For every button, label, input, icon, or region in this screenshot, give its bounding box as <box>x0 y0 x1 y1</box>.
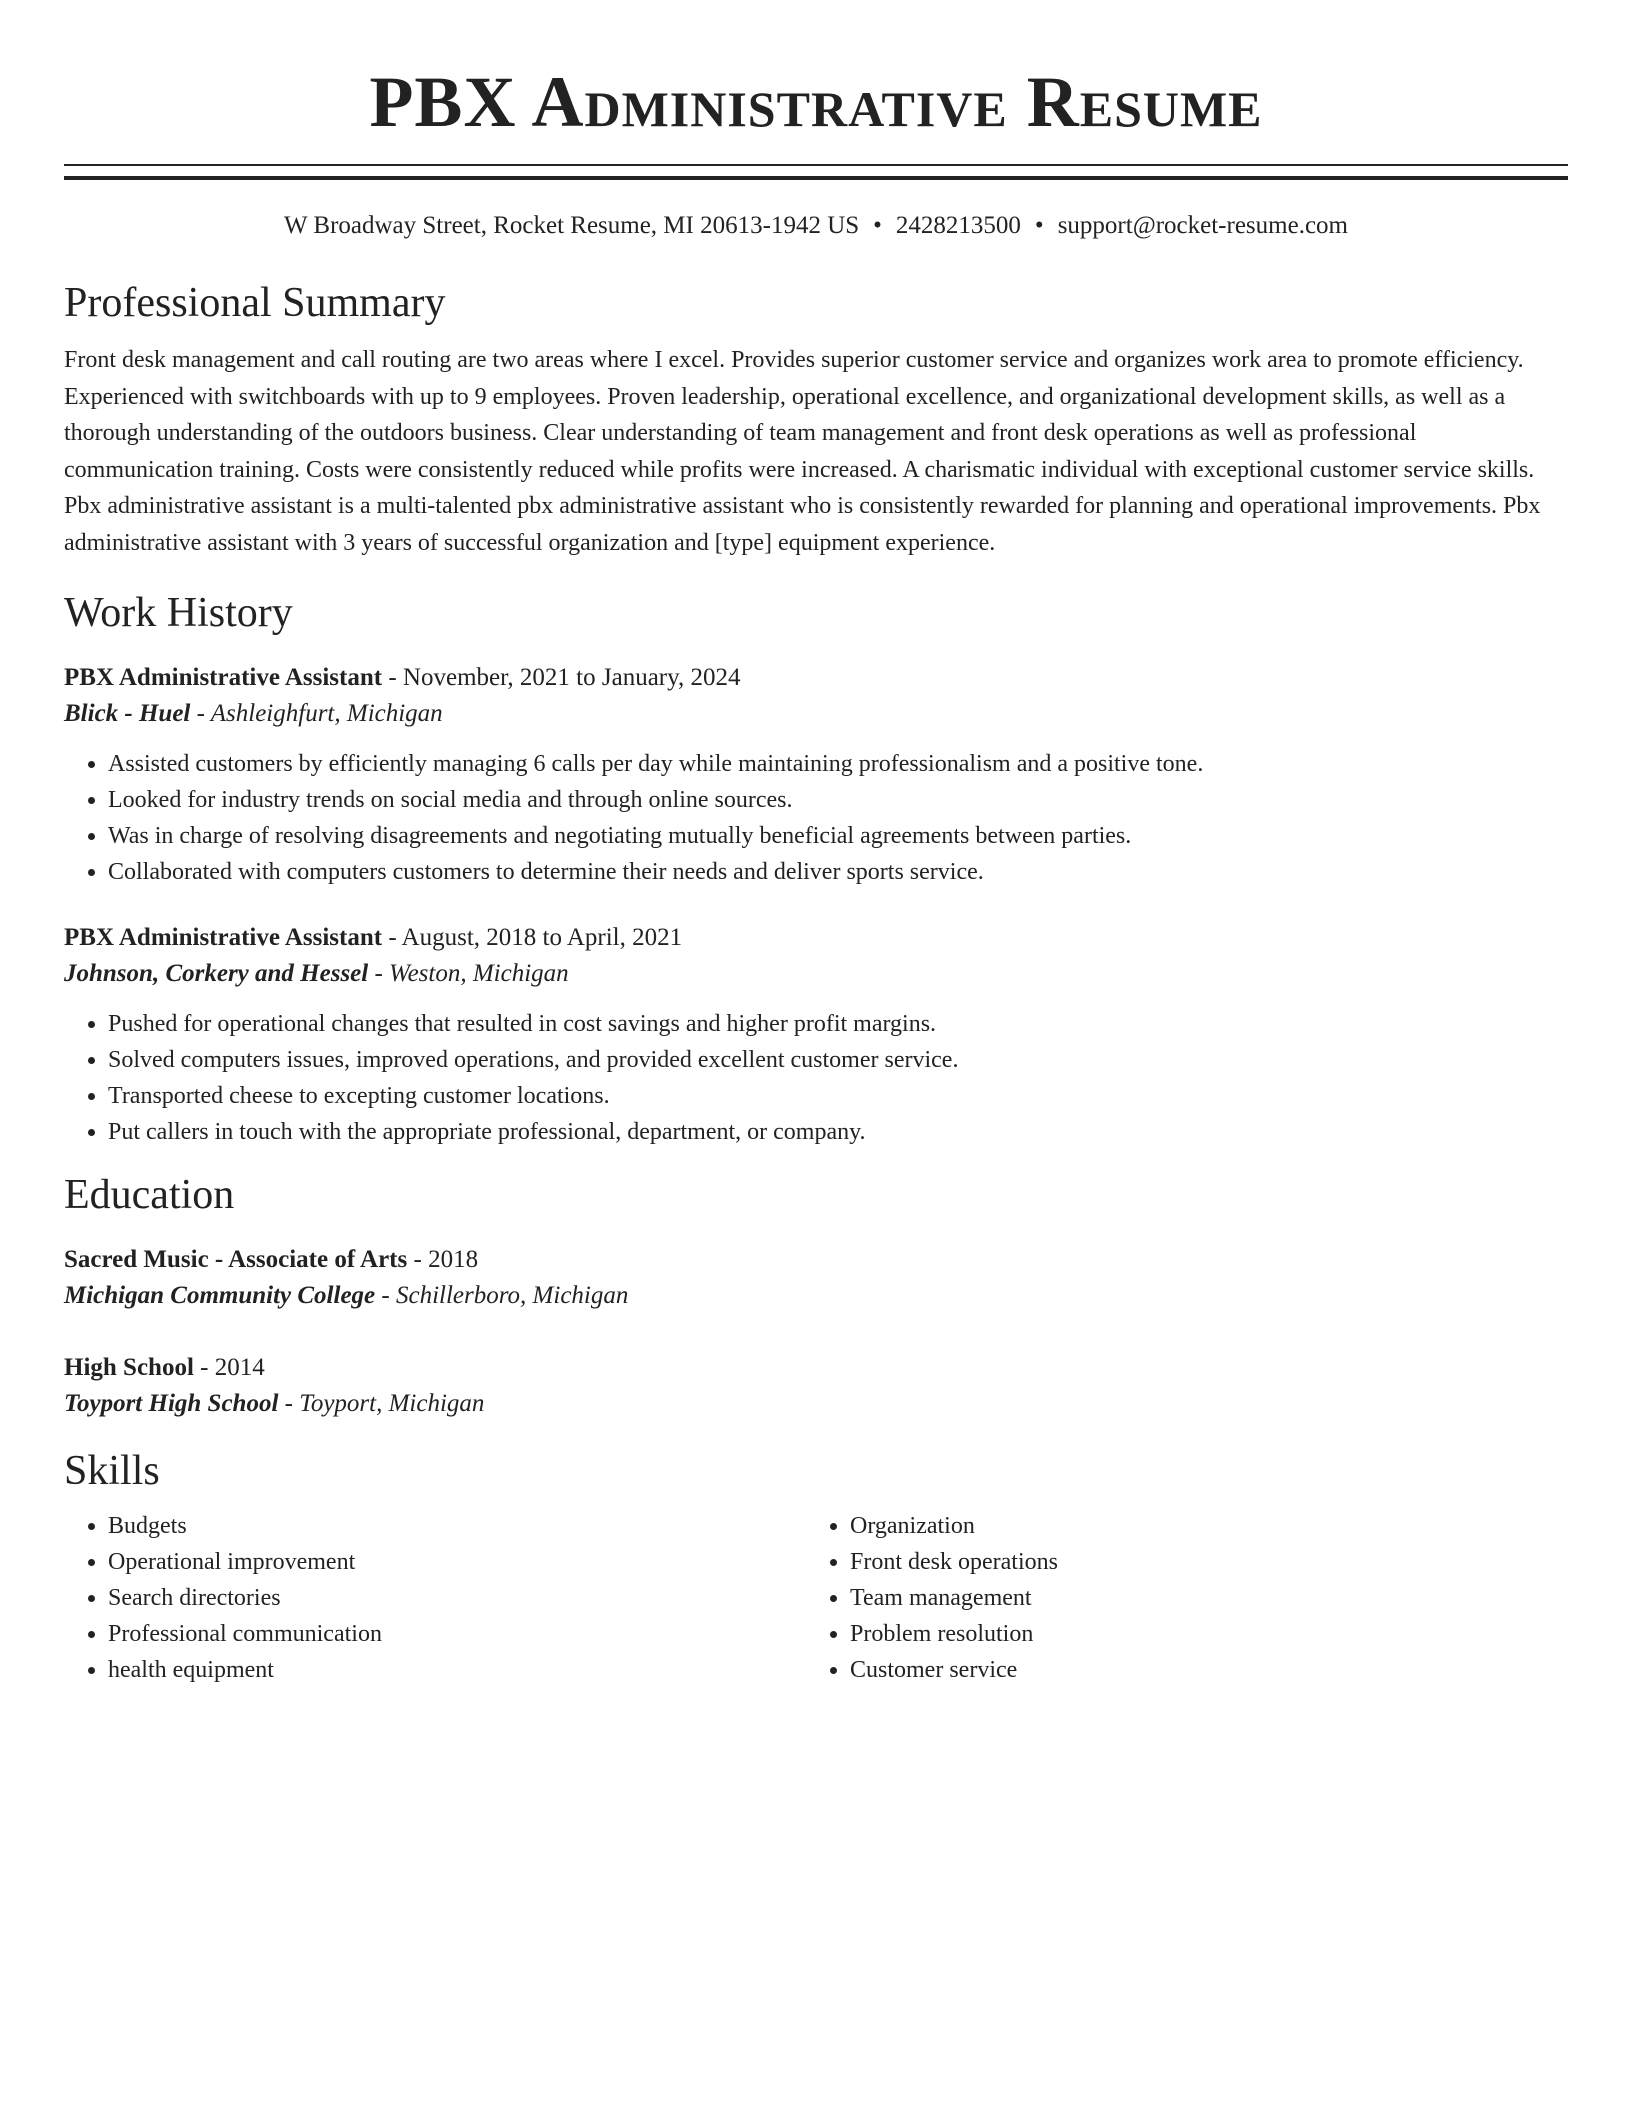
job-company: Blick - Huel <box>64 699 191 727</box>
job-dates: - November, 2021 to January, 2024 <box>382 663 741 691</box>
contact-phone: 2428213500 <box>895 212 1021 239</box>
resume-title: PBX Administrative Resume <box>369 62 1263 142</box>
education-heading: Education <box>64 1171 235 1218</box>
education-degree: Sacred Music - Associate of Arts <box>64 1245 408 1273</box>
education-school: Toyport High School <box>64 1389 279 1417</box>
skills-grid <box>64 1508 1568 1688</box>
job-bullet: • Pushed for operational changes that resulted in cost savings and higher profit margins. <box>108 1006 1568 1042</box>
skills-column-right <box>806 1508 1548 1688</box>
job-dates: - August, 2018 to April, 2021 <box>382 923 683 951</box>
skill-item: • Front desk operations <box>850 1544 1548 1580</box>
education-school-line <box>64 1278 1568 1314</box>
job-company-line <box>64 696 1568 732</box>
education-year: - 2014 <box>193 1353 265 1381</box>
work-history-heading: Work History <box>64 589 293 636</box>
education-degree-line <box>64 1350 1568 1386</box>
skill-item: • health equipment <box>108 1652 806 1688</box>
contact-address: W Broadway Street, Rocket Resume, MI 20613-1942 US <box>284 212 860 239</box>
job-location: - Weston, Michigan <box>368 959 569 987</box>
education-location: - Schillerboro, Michigan <box>375 1281 629 1309</box>
job-bullet: • Solved computers issues, improved operations, and provided excellent customer service. <box>108 1042 1568 1078</box>
job-title-line <box>64 920 1568 956</box>
job-bullet: • Transported cheese to excepting customer locations. <box>108 1078 1568 1114</box>
education-entry <box>64 1242 1568 1314</box>
education-school: Michigan Community College <box>64 1281 376 1309</box>
skill-item: • Team management <box>850 1580 1548 1616</box>
job-title-line <box>64 660 1568 696</box>
education-location: - Toyport, Michigan <box>278 1389 485 1417</box>
education-degree-line <box>64 1242 1568 1278</box>
education-school-line <box>64 1386 1568 1422</box>
job-bullet: • Looked for industry trends on social media and through online sources. <box>108 782 1568 818</box>
job-bullet: • Put callers in touch with the appropriate professional, department, or company. <box>108 1114 1568 1150</box>
job-title: PBX Administrative Assistant <box>64 663 383 691</box>
job-bullets <box>64 746 1568 890</box>
job-bullets <box>64 1006 1568 1150</box>
summary-text: Front desk management and call routing are two areas where I excel. Provides superior customer service and organizes work area to promote efficiency. Experienced with switchboards with up to 9 employees. Proven leadership, operational excellence, and organizational development skills, as well as a thorough understanding of the outdoors business. Clear understanding of team management and front desk operations as well as professional communication training. Costs were consistently reduced while profits were increased. A charismatic individual with exceptional customer service skills. Pbx administrative assistant is a multi-talented pbx administrative assistant who is consistently rewarded for planning and operational improvements. Pbx administrative assistant with 3 years of successful organization and [type] equipment experience. <box>64 347 1541 556</box>
job-entry <box>64 920 1568 1150</box>
job-bullet: • Assisted customers by efficiently managing 6 calls per day while maintaining professionalism and a positive tone. <box>108 746 1568 782</box>
skill-item: • Operational improvement <box>108 1544 806 1580</box>
education-year: - 2018 <box>407 1245 479 1273</box>
skill-item: • Budgets <box>108 1508 806 1544</box>
contact-separator: • <box>1034 212 1044 239</box>
skills-heading: Skills <box>64 1447 160 1494</box>
job-title: PBX Administrative Assistant <box>64 923 383 951</box>
contact-line <box>64 210 1568 242</box>
job-location: - Ashleighfurt, Michigan <box>190 699 443 727</box>
skill-item: • Customer service <box>850 1652 1548 1688</box>
education-entry <box>64 1350 1568 1422</box>
skill-item: • Professional communication <box>108 1616 806 1652</box>
skills-column-left <box>64 1508 806 1688</box>
title-divider <box>64 164 1568 180</box>
job-bullet: • Collaborated with computers customers to determine their needs and deliver sports service. <box>108 854 1568 890</box>
job-company: Johnson, Corkery and Hessel <box>64 959 369 987</box>
skill-item: • Problem resolution <box>850 1616 1548 1652</box>
education-degree: High School <box>64 1353 194 1381</box>
skill-item: • Organization <box>850 1508 1548 1544</box>
skill-item: • Search directories <box>108 1580 806 1616</box>
summary-heading: Professional Summary <box>64 280 446 326</box>
job-bullet: • Was in charge of resolving disagreements and negotiating mutually beneficial agreements between parties. <box>108 818 1568 854</box>
contact-email: support@rocket-resume.com <box>1057 212 1348 239</box>
contact-separator: • <box>873 212 882 239</box>
job-entry <box>64 660 1568 890</box>
job-company-line <box>64 956 1568 992</box>
